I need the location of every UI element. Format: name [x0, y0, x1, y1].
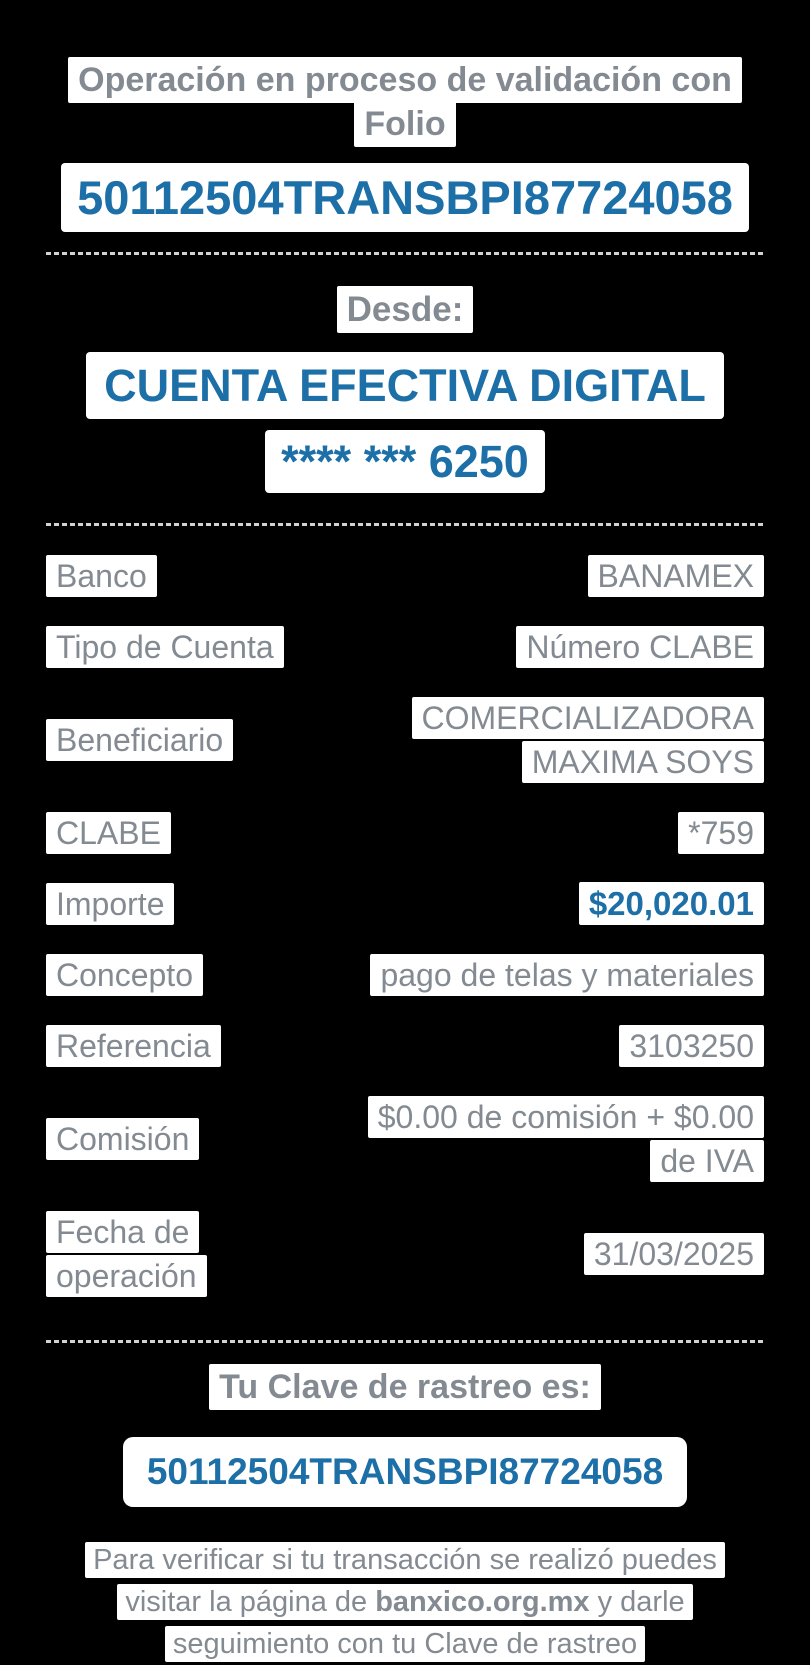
detail-value: $0.00 de comisión + $0.00 de IVA	[364, 1095, 764, 1183]
detail-label: Importe	[46, 882, 174, 926]
section-divider	[46, 1340, 764, 1343]
banxico-url-text: banxico.org.mx	[375, 1586, 590, 1618]
detail-label: CLABE	[46, 811, 171, 855]
detail-row-concepto	[46, 953, 764, 997]
detail-value: pago de telas y materiales	[370, 953, 764, 997]
detail-value: BANAMEX	[588, 554, 764, 598]
detail-value: COMERCIALIZADORA MAXIMA SOYS	[364, 696, 764, 784]
status-title-text: Operación en proceso de validación con Folio	[68, 57, 742, 147]
detail-row-importe	[46, 882, 764, 926]
detail-label: Beneficiario	[46, 718, 233, 762]
detail-label: Fecha de operación	[46, 1210, 346, 1298]
detail-label: Banco	[46, 554, 157, 598]
source-section-label: Desde:	[46, 287, 764, 333]
verification-note-line1: Para verificar si tu transacción se realizó puedes	[46, 1539, 764, 1581]
detail-label: Tipo de Cuenta	[46, 625, 284, 669]
detail-value-amount: $20,020.01	[579, 882, 764, 926]
detail-label: Concepto	[46, 953, 203, 997]
tracking-key-text: 50112504TRANSBPI87724058	[123, 1437, 687, 1507]
detail-label: Comisión	[46, 1117, 199, 1161]
folio-number	[46, 168, 764, 228]
section-divider	[46, 523, 764, 526]
status-title	[46, 58, 764, 146]
detail-row-beneficiario	[46, 696, 764, 784]
detail-value: Número CLABE	[516, 625, 764, 669]
section-divider	[46, 252, 764, 255]
verification-note-line2: visitar la página de banxico.org.mx y darle	[46, 1581, 764, 1623]
detail-row-clabe	[46, 811, 764, 855]
source-account-name: CUENTA EFECTIVA DIGITAL	[46, 357, 764, 415]
tracking-key	[46, 1437, 764, 1507]
folio-number-text: 50112504TRANSBPI87724058	[61, 163, 749, 232]
detail-label: Referencia	[46, 1024, 221, 1068]
detail-row-fecha-de-operacion	[46, 1210, 764, 1298]
source-account-mask: **** *** 6250	[46, 435, 764, 489]
detail-row-comision	[46, 1095, 764, 1183]
detail-row-referencia	[46, 1024, 764, 1068]
detail-row-banco	[46, 554, 764, 598]
verification-note-line3: seguimiento con tu Clave de rastreo	[46, 1623, 764, 1665]
transfer-details-list	[46, 554, 764, 1298]
verification-note	[46, 1539, 764, 1665]
tracking-key-title: Tu Clave de rastreo es:	[46, 1365, 764, 1409]
detail-row-tipo-de-cuenta	[46, 625, 764, 669]
detail-value: 3103250	[619, 1024, 764, 1068]
detail-value: 31/03/2025	[584, 1232, 764, 1276]
detail-value: *759	[678, 811, 764, 855]
